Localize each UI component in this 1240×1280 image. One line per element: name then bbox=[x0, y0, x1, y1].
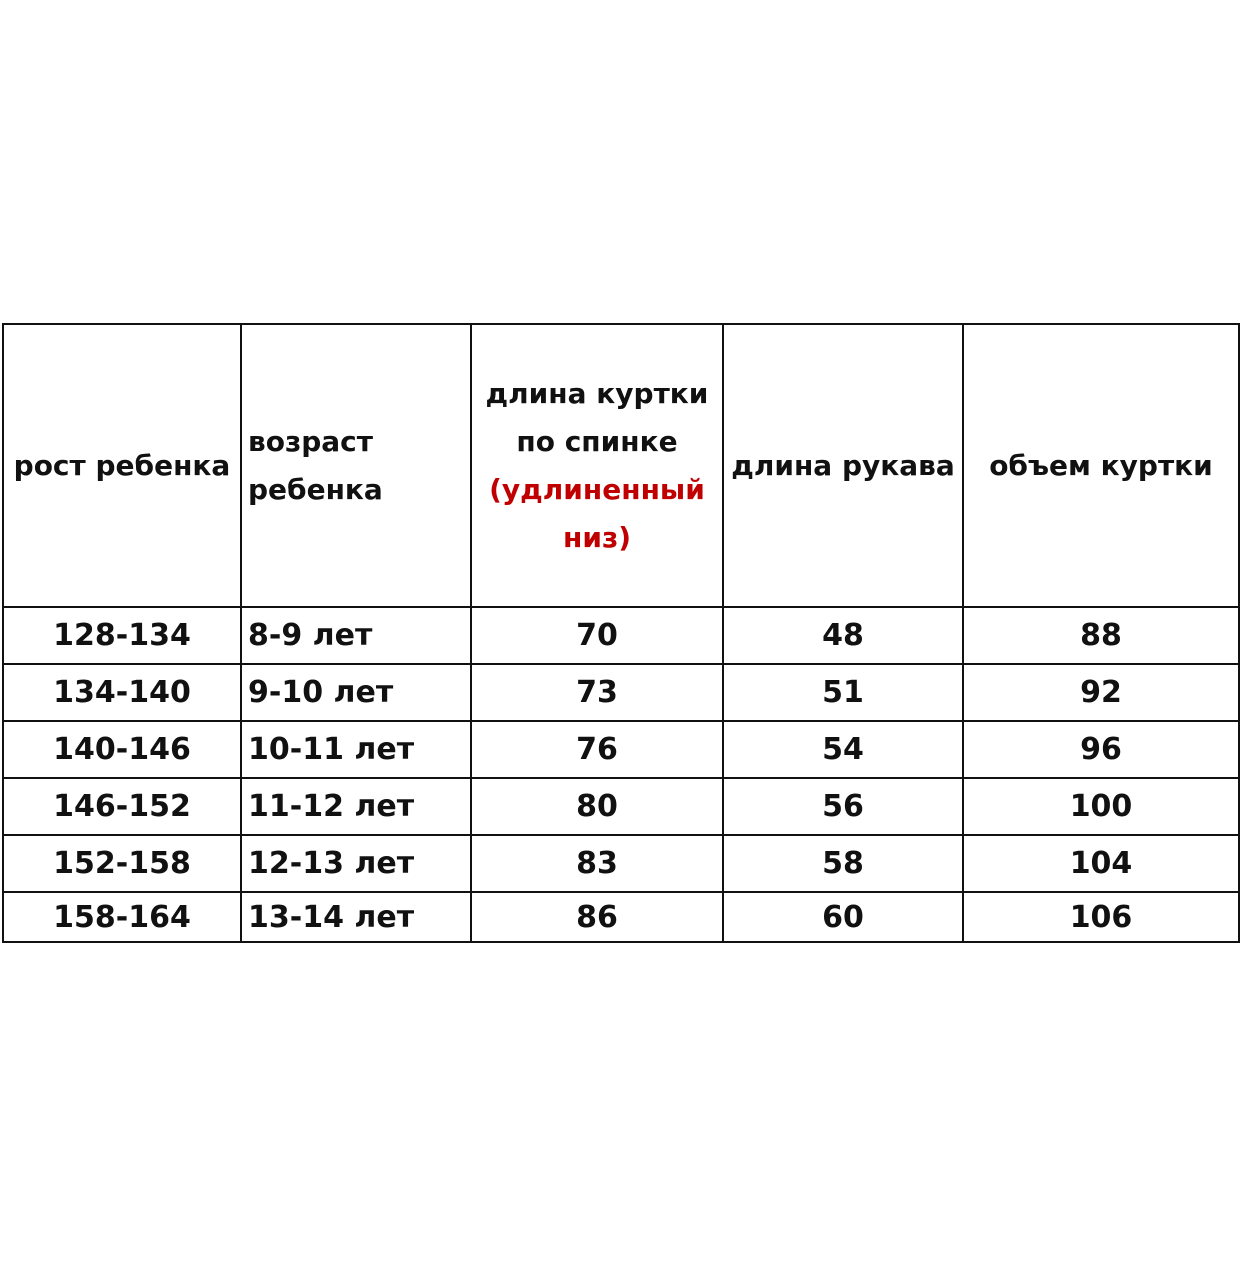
cell-sleeve: 58 bbox=[723, 835, 963, 892]
size-chart-table bbox=[2, 323, 1240, 943]
cell-back-length: 80 bbox=[471, 778, 723, 835]
header-jacket-volume-label: объем куртки bbox=[989, 448, 1213, 482]
cell-age: 13-14 лет bbox=[241, 892, 471, 942]
header-age-line1: возраст bbox=[248, 424, 373, 458]
cell-back-length: 86 bbox=[471, 892, 723, 942]
cell-back-length: 73 bbox=[471, 664, 723, 721]
table-row bbox=[3, 892, 1239, 942]
cell-back-length: 70 bbox=[471, 607, 723, 664]
cell-age: 12-13 лет bbox=[241, 835, 471, 892]
cell-age: 11-12 лет bbox=[241, 778, 471, 835]
header-back-length-line2: по спинке bbox=[516, 424, 678, 458]
header-age-line2: ребенка bbox=[248, 472, 383, 506]
header-back-length-line1: длина куртки bbox=[485, 376, 709, 410]
cell-volume: 96 bbox=[963, 721, 1239, 778]
cell-height: 158-164 bbox=[3, 892, 241, 942]
header-sleeve-length bbox=[723, 324, 963, 607]
cell-back-length: 76 bbox=[471, 721, 723, 778]
cell-sleeve: 51 bbox=[723, 664, 963, 721]
header-jacket-volume bbox=[963, 324, 1239, 607]
cell-sleeve: 48 bbox=[723, 607, 963, 664]
header-back-length-note-line2: низ) bbox=[562, 520, 632, 554]
cell-volume: 104 bbox=[963, 835, 1239, 892]
table-row bbox=[3, 664, 1239, 721]
header-height bbox=[3, 324, 241, 607]
cell-sleeve: 54 bbox=[723, 721, 963, 778]
cell-height: 140-146 bbox=[3, 721, 241, 778]
header-age bbox=[241, 324, 471, 607]
cell-height: 134-140 bbox=[3, 664, 241, 721]
table-header bbox=[3, 324, 1239, 607]
cell-volume: 88 bbox=[963, 607, 1239, 664]
cell-age: 9-10 лет bbox=[241, 664, 471, 721]
table-row bbox=[3, 721, 1239, 778]
cell-sleeve: 56 bbox=[723, 778, 963, 835]
cell-volume: 106 bbox=[963, 892, 1239, 942]
cell-volume: 100 bbox=[963, 778, 1239, 835]
cell-back-length: 83 bbox=[471, 835, 723, 892]
header-sleeve-length-label: длина рукава bbox=[731, 448, 955, 482]
header-height-label: рост ребенка bbox=[13, 448, 231, 482]
header-back-length bbox=[471, 324, 723, 607]
cell-age: 10-11 лет bbox=[241, 721, 471, 778]
cell-volume: 92 bbox=[963, 664, 1239, 721]
cell-height: 146-152 bbox=[3, 778, 241, 835]
cell-height: 152-158 bbox=[3, 835, 241, 892]
header-row bbox=[3, 324, 1239, 607]
cell-age: 8-9 лет bbox=[241, 607, 471, 664]
cell-sleeve: 60 bbox=[723, 892, 963, 942]
cell-height: 128-134 bbox=[3, 607, 241, 664]
table-row bbox=[3, 778, 1239, 835]
table-body bbox=[3, 607, 1239, 942]
header-back-length-note-line1: (удлиненный bbox=[489, 472, 705, 506]
table-row bbox=[3, 607, 1239, 664]
table-row bbox=[3, 835, 1239, 892]
